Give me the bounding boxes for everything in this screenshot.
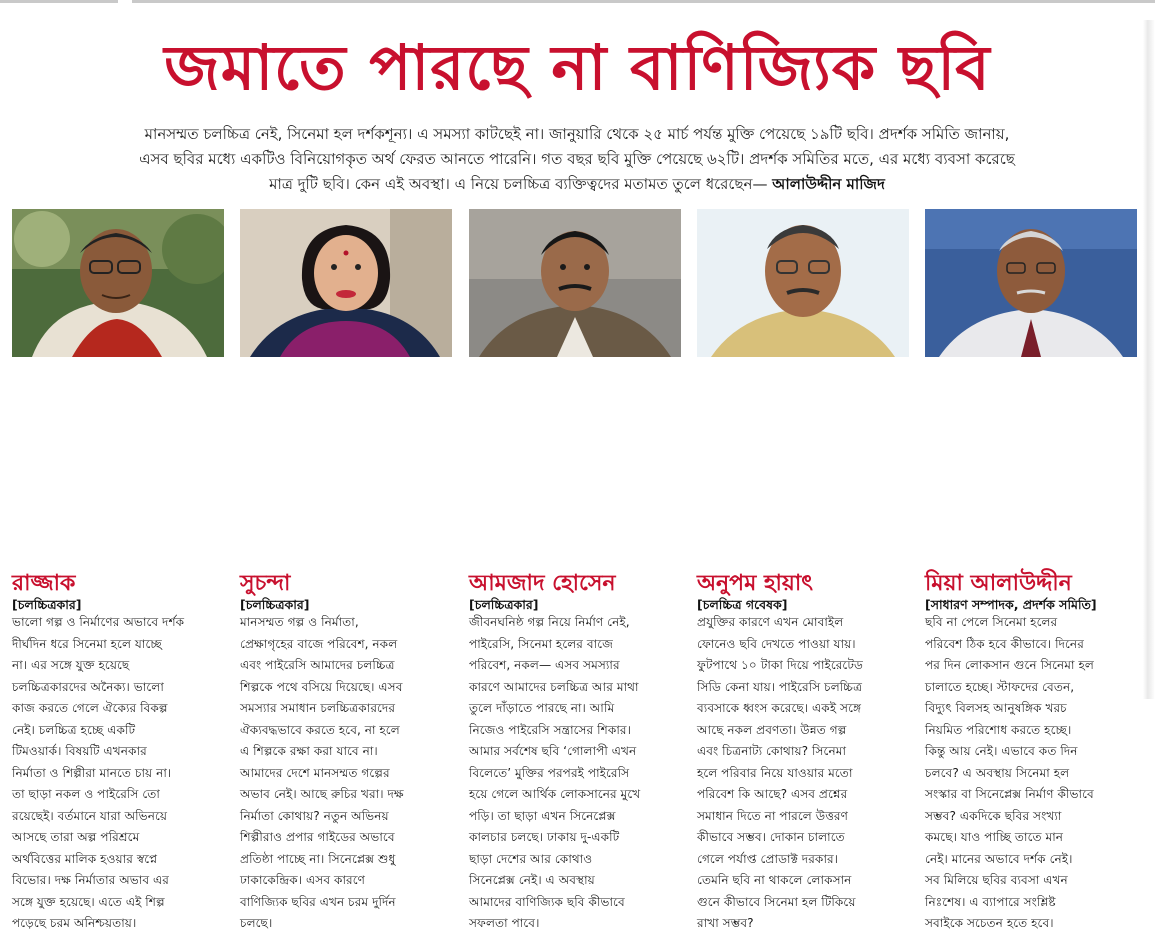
page-edge-shadow xyxy=(1143,20,1155,699)
quote-line: সিনেপ্লেক্স নেই। এ অবস্থায় xyxy=(469,873,595,887)
quote-line: ঐক্যবদ্ধভাবে করতে হবে, না হলে xyxy=(240,722,400,737)
quote-line: বাণিজ্যিক ছবির এখন চরম দুর্দিন xyxy=(240,894,396,909)
quote-line: কারণে আমাদের চলচ্চিত্র আর মাথা xyxy=(469,679,639,694)
quote-line: ছবি না পেলে সিনেমা হলের xyxy=(925,615,1058,629)
quote-line: নিঃশেষ। এ ব্যাপারে সংশ্লিষ্ট xyxy=(925,894,1056,909)
quote-line: শিল্পীরাও প্রপার গাইডের অভাবে xyxy=(240,830,395,844)
quote-line: নিজেও পাইরেসি সন্ত্রাসের শিকার। xyxy=(469,722,631,737)
byline: আলাউদ্দীন মাজিদ xyxy=(772,175,885,193)
person-role: [চলচ্চিত্রকার] xyxy=(240,597,310,612)
quote-line: সফলতা পাবে। xyxy=(469,916,540,930)
quote-line: ফোনেও ছবি দেখতে পাওয়া যায়। xyxy=(697,636,856,651)
person-name: মিয়া আলাউদ্দীন xyxy=(925,571,1072,596)
intro-line-3 xyxy=(18,172,1136,197)
quote-line: নেই। মানের অভাবে দর্শক নেই। xyxy=(925,851,1073,866)
quote-line: দীর্ঘদিন ধরে সিনেমা হলে যাচ্ছে xyxy=(12,636,162,651)
quote-line: না। এর সঙ্গে যুক্ত হয়েছে xyxy=(12,658,130,672)
quote-line: তুলে দাঁড়াতে পারছে না। আমি xyxy=(469,701,615,715)
quote-line: সিডি কেনা যায়। পাইরেসি চলচ্চিত্র xyxy=(697,679,863,694)
quote-line: সমাধান দিতে না পারলে উত্তরণ xyxy=(697,808,849,823)
quote-line: বিদ্যুৎ বিলসহ আনুষঙ্গিক খরচ xyxy=(925,701,1067,715)
quote-line: কালচার চলছে। ঢাকায় দু-একটি xyxy=(469,830,620,844)
quote-line: সবাইকে সচেতন হতে হবে। xyxy=(925,916,1054,930)
quote-line: নেই। চলচ্চিত্র হচ্ছে একটি xyxy=(12,722,136,737)
quote-line: প্রতিষ্ঠা পাচ্ছে না। সিনেপ্লেক্স শুধু xyxy=(240,851,396,866)
quote-line: জীবনঘনিষ্ঠ গল্প নিয়ে নির্মাণ নেই, xyxy=(469,615,630,629)
intro-line-1: মানসম্মত চলচ্চিত্র নেই, সিনেমা হল দর্শকশূন্য। এ সমস্যা কাটছেই না। জানুয়ারি থেকে ২৫ মার্চ পর্যন্ত মুক্তি পেয়েছে ১৯টি ছবি। প্রদর্শক সমিতি জানায়, xyxy=(144,125,1010,143)
quote-line: নিয়মিত পরিশোধ করতে হচ্ছে। xyxy=(925,722,1072,737)
quote-line: চলছে। xyxy=(240,916,273,930)
quote-line: রাখা সম্ভব? xyxy=(697,916,754,930)
portrait-photo-suchanda xyxy=(240,209,452,357)
portrait-photo-razzak xyxy=(12,209,224,357)
quote-line: অভাব নেই। আছে রুচির খরা। দক্ষ xyxy=(240,787,404,801)
quote-line: ভালো গল্প ও নির্মাণের অভাবে দর্শক xyxy=(12,615,185,629)
quote-line: এ শিল্পকে রক্ষা করা যাবে না। xyxy=(240,744,378,758)
quote-line: ব্যবসাকে ধ্বংস করেছে। একই সঙ্গে xyxy=(697,701,862,715)
quote-line: টিমওয়ার্ক। বিষয়টি এখনকার xyxy=(12,744,147,758)
intro-line-3-text: মাত্র দুটি ছবি। কেন এই অবস্থা। এ নিয়ে চলচ্চিত্র ব্যক্তিত্বদের মতামত তুলে ধরেছেন— xyxy=(269,175,768,193)
quote-text xyxy=(697,612,911,935)
quote-line: পরিবেশ কি আছে? এসব প্রশ্নের xyxy=(697,787,848,801)
top-rule xyxy=(0,0,1155,4)
quote-line: ছাড়া দেশের আর কোথাও xyxy=(469,851,593,866)
quote-line: কাজ করতে গেলে ঐক্যের বিকল্প xyxy=(12,701,168,715)
quote-line: প্রেক্ষাগৃহের বাজে পরিবেশ, নকল xyxy=(240,636,398,651)
quote-line: আমাদের দেশে মানসম্মত গল্পের xyxy=(240,765,390,780)
quote-text xyxy=(925,612,1139,935)
quote-line: হলে পরিবার নিয়ে যাওয়ার মতো xyxy=(697,765,853,780)
quote-line: পর দিন লোকসান গুনে সিনেমা হল xyxy=(925,658,1094,672)
portrait-photo-mia-alauddin xyxy=(925,209,1137,357)
quote-line: এবং পাইরেসি আমাদের চলচ্চিত্র xyxy=(240,658,395,672)
quote-text xyxy=(240,612,454,935)
person-name: রাজ্জাক xyxy=(12,571,76,596)
portrait-photo-anupam-hayat xyxy=(697,209,909,357)
top-rule-left xyxy=(0,0,118,3)
portrait-photo-amjad-hossain xyxy=(469,209,681,357)
person-name: আমজাদ হোসেন xyxy=(469,571,616,596)
quote-line: পড়ি। তা ছাড়া এখন সিনেপ্লেক্স xyxy=(469,808,616,823)
quote-line: গুনে কীভাবে সিনেমা হল টিকিয়ে xyxy=(697,894,856,909)
quote-line: গেলে পর্যাপ্ত প্রোডাক্ট দরকার। xyxy=(697,851,839,866)
quote-line: সমস্যার সমাধান চলচ্চিত্রকারদের xyxy=(240,701,396,715)
quote-line: প্রযুক্তির কারণে এখন মোবাইল xyxy=(697,615,844,629)
quote-line: কীভাবে সম্ভব। দোকান চালাতে xyxy=(697,830,845,844)
quote-line: চলচ্চিত্রকারদের অনৈক্য। ভালো xyxy=(12,679,164,694)
quote-line: চলবে? এ অবস্থায় সিনেমা হল xyxy=(925,765,1070,780)
quote-line: আছে নকল প্রবণতা। উন্নত গল্প xyxy=(697,722,847,737)
quote-line: সব মিলিয়ে ছবির ব্যবসা এখন xyxy=(925,873,1068,887)
quote-line: আমার সর্বশেষ ছবি ‘গোলাপী এখন xyxy=(469,744,637,758)
quote-line: সংস্কার বা সিনেপ্লেক্স নির্মাণ কীভাবে xyxy=(925,787,1094,801)
person-role: [চলচ্চিত্রকার] xyxy=(12,597,82,612)
quote-text xyxy=(12,612,226,935)
quote-line: কমছে। যাও পাচ্ছি তাতে মান xyxy=(925,830,1064,844)
person-name: অনুপম হায়াৎ xyxy=(697,571,814,596)
person-role: [চলচ্চিত্র গবেষক] xyxy=(697,597,788,612)
quote-line: নির্মাতা কোথায়? নতুন অভিনয় xyxy=(240,808,389,823)
quote-line: কিন্তু আয় নেই। এভাবে কত দিন xyxy=(925,744,1078,758)
quote-line: হয়ে গেলে আর্থিক লোকসানের মুখে xyxy=(469,787,641,801)
quote-line: অর্থবিত্তের মালিক হওয়ার স্বপ্নে xyxy=(12,851,158,866)
quote-line: তা ছাড়া নকল ও পাইরেসি তো xyxy=(12,787,160,801)
quote-line: পাইরেসি, সিনেমা হলের বাজে xyxy=(469,636,613,651)
quote-line: এবং চিত্রনাট্য কোথায়? সিনেমা xyxy=(697,744,847,758)
person-name: সুচন্দা xyxy=(240,571,291,596)
intro-paragraph xyxy=(18,122,1136,197)
quote-line: শিল্পকে পথে বসিয়ে দিয়েছে। এসব xyxy=(240,679,403,694)
quote-text xyxy=(469,612,683,935)
quote-line: সম্ভব? একদিকে ছবির সংখ্যা xyxy=(925,808,1062,823)
top-rule-right xyxy=(132,0,1155,3)
intro-line-2: এসব ছবির মধ্যে একটিও বিনিয়োগকৃত অর্থ ফেরত আনতে পারেনি। গত বছর ছবি মুক্তি পেয়েছে ৬২টি। প্রদর্শক সমিতির মতে, এর মধ্যে ব্যবসা করেছে xyxy=(139,150,1015,168)
quote-line: পরিবেশ, নকল— এসব সমস্যার xyxy=(469,658,620,672)
quote-line: মানসম্মত গল্প ও নির্মাতা, xyxy=(240,615,359,629)
quote-line: পরিবেশ ঠিক হবে কীভাবে। দিনের xyxy=(925,636,1084,651)
quote-line: তেমনি ছবি না থাকলে লোকসান xyxy=(697,873,852,887)
headline: জমাতে পারছে না বাণিজ্যিক ছবি xyxy=(164,31,991,104)
quote-line: আসছে তারা অল্প পরিশ্রমে xyxy=(12,830,140,844)
quote-line: ঢাকাকেন্দ্রিক। এসব কারণে xyxy=(240,873,366,887)
person-role: [সাধারণ সম্পাদক, প্রদর্শক সমিতি] xyxy=(925,597,1097,612)
quote-line: নির্মাতা ও শিল্পীরা মানতে চায় না। xyxy=(12,765,172,780)
person-role: [চলচ্চিত্রকার] xyxy=(469,597,539,612)
quote-line: ফুটপাথে ১০ টাকা দিয়ে পাইরেটেড xyxy=(697,658,863,672)
quote-line: চালাতে হচ্ছে। স্টাফদের বেতন, xyxy=(925,679,1075,694)
quote-line: বিভোর। দক্ষ নির্মাতার অভাব এর xyxy=(12,873,169,887)
quote-line: সঙ্গে যুক্ত হয়েছে। এতে এই শিল্প xyxy=(12,894,165,909)
quote-line: রয়েছেই। বর্তমানে যারা অভিনয়ে xyxy=(12,808,168,823)
quote-line: আমাদের বাণিজ্যিক ছবি কীভাবে xyxy=(469,894,625,909)
quote-line: বিলেতে’ মুক্তির পরপরই পাইরেসি xyxy=(469,765,630,780)
quote-line: পড়েছে চরম অনিশ্চয়তায়। xyxy=(12,916,137,930)
